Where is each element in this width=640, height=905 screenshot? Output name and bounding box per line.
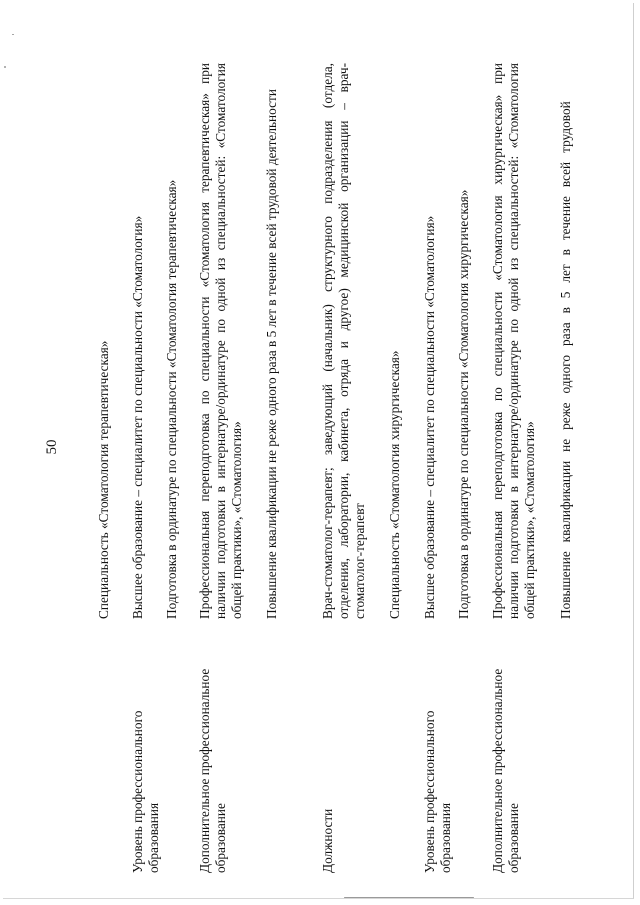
page-number: 50 <box>44 439 60 455</box>
label-education-level: Уровень профессионального образования <box>130 710 161 873</box>
surgical-residency: Подготовка в ординатуре по специальности «Стоматология хирургическая» <box>456 189 471 619</box>
label-positions: Должности <box>320 808 335 873</box>
specialty-title-surgical: Специальность «Стоматология хирургическая» <box>387 350 402 619</box>
therapeutic-positions: Врач-стоматолог-терапевт; заведующий (начальник) структурного подразделения (отдела, отделения, лаборатории, кабинета, отряда и другое) медицинской организации – врач-стоматолог-терапевт <box>320 63 367 619</box>
therapeutic-higher-education: Высшее образование – специалитет по специальности «Стоматология» <box>130 215 145 619</box>
label-additional-education: Дополнительное профессиональное образование <box>490 668 521 873</box>
label-additional-education: Дополнительное профессиональное образование <box>197 668 228 873</box>
therapeutic-retraining: Профессиональная переподготовка по специальности «Стоматология терапевтическая» при наличии подготовки в интернатуре/ординатуре по одной из специальностей: «Стоматология общей практики», «Стоматология» <box>197 63 244 619</box>
specialty-title-therapeutic: Специальность «Стоматология терапевтическая» <box>96 340 111 619</box>
label-education-level: Уровень профессионального образования <box>422 710 453 873</box>
surgical-retraining: Профессиональная переподготовка по специальности «Стоматология хирургическая» при наличии подготовки в интернатуре/ординатуре по одной из специальностей: «Стоматология общей практики», «Стоматология» <box>490 63 537 619</box>
surgical-qualification: Повышение квалификации не реже одного раза в 5 лет в течение всей трудовой <box>558 101 573 619</box>
surgical-higher-education: Высшее образование – специалитет по специальности «Стоматология» <box>422 215 437 619</box>
therapeutic-qualification: Повышение квалификации не реже одного раза в 5 лет в течение всей трудовой деятельности <box>264 89 279 619</box>
therapeutic-residency: Подготовка в ординатуре по специальности «Стоматология терапевтическая» <box>164 179 179 619</box>
